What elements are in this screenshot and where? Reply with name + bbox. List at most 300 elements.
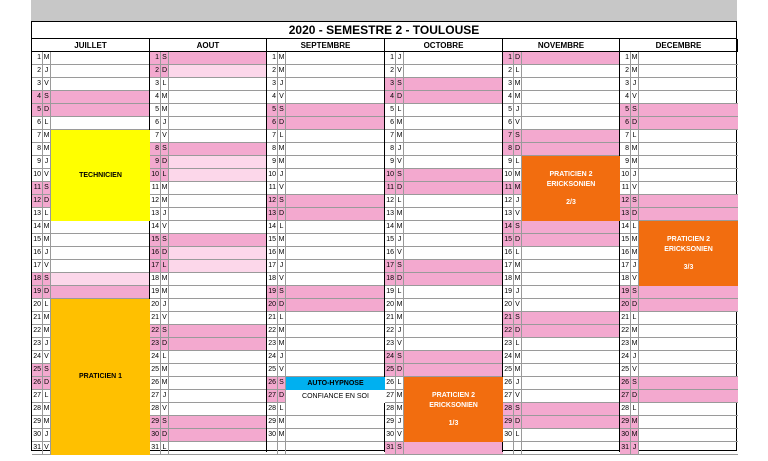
day-row[interactable] [267,91,385,104]
day-row[interactable] [503,299,620,312]
day-row[interactable] [150,143,267,156]
day-event-cell[interactable] [286,52,385,64]
day-event-cell[interactable] [169,117,267,129]
day-event-cell[interactable] [51,78,150,90]
day-row[interactable] [267,260,385,273]
day-event-cell[interactable] [286,130,385,142]
day-row[interactable] [620,338,738,351]
day-event-cell[interactable] [286,416,385,428]
day-row[interactable] [385,52,503,65]
day-row[interactable] [150,429,267,442]
day-row[interactable] [150,234,267,247]
day-row[interactable] [503,325,620,338]
day-row[interactable] [150,208,267,221]
day-event-cell[interactable] [639,104,738,116]
day-event-cell[interactable] [169,364,267,376]
day-row[interactable] [385,182,503,195]
day-row[interactable] [267,286,385,299]
day-row[interactable] [150,91,267,104]
day-row[interactable] [385,65,503,78]
day-event-cell[interactable] [169,442,267,454]
day-row[interactable] [503,377,620,390]
day-row[interactable] [150,182,267,195]
day-event-cell[interactable] [169,312,267,324]
day-event-cell[interactable] [522,260,620,272]
day-row[interactable] [620,364,738,377]
day-row[interactable] [503,117,620,130]
day-row[interactable] [267,442,385,455]
day-row[interactable] [267,429,385,442]
day-row[interactable] [620,195,738,208]
day-row[interactable] [150,221,267,234]
day-row[interactable] [385,442,503,455]
day-row[interactable] [267,117,385,130]
day-event-cell[interactable] [404,182,503,194]
day-event-cell[interactable] [286,182,385,194]
day-row[interactable] [150,117,267,130]
day-row[interactable] [32,247,150,260]
day-event-cell[interactable] [639,377,738,389]
day-row[interactable] [620,351,738,364]
day-event-cell[interactable] [404,338,503,350]
day-row[interactable] [620,52,738,65]
day-event-cell[interactable] [639,52,738,64]
day-row[interactable] [620,78,738,91]
day-event-cell[interactable] [404,234,503,246]
day-row[interactable] [32,260,150,273]
day-event-cell[interactable] [404,130,503,142]
day-event-cell[interactable] [404,325,503,337]
day-event-cell[interactable] [522,429,620,441]
day-event-cell[interactable] [522,351,620,363]
day-event-cell[interactable] [522,286,620,298]
day-event-cell[interactable] [639,442,738,454]
day-row[interactable] [385,143,503,156]
day-row[interactable] [385,169,503,182]
day-row[interactable] [503,364,620,377]
day-event-cell[interactable] [404,104,503,116]
day-row[interactable] [267,221,385,234]
day-row[interactable] [620,143,738,156]
day-event-cell[interactable] [169,390,267,402]
day-row[interactable] [267,338,385,351]
day-row[interactable] [267,364,385,377]
day-row[interactable] [620,91,738,104]
day-event-cell[interactable] [639,429,738,441]
day-event-cell[interactable] [169,260,267,272]
day-row[interactable] [503,390,620,403]
day-event-cell[interactable] [639,182,738,194]
day-row[interactable] [503,78,620,91]
day-row[interactable] [620,156,738,169]
day-row[interactable] [385,260,503,273]
day-row[interactable] [385,156,503,169]
day-event-cell[interactable] [169,325,267,337]
day-event-cell[interactable] [51,273,150,285]
day-row[interactable] [267,52,385,65]
day-event-cell[interactable] [286,78,385,90]
day-row[interactable] [267,130,385,143]
day-row[interactable] [503,286,620,299]
day-row[interactable] [267,169,385,182]
day-event-cell[interactable] [639,416,738,428]
day-row[interactable] [620,169,738,182]
day-event-cell[interactable] [169,403,267,415]
day-event-cell[interactable] [639,364,738,376]
day-row[interactable] [32,221,150,234]
day-event-cell[interactable] [286,234,385,246]
day-event-cell[interactable] [169,130,267,142]
day-event-cell[interactable] [404,65,503,77]
day-row[interactable] [503,65,620,78]
day-event-cell[interactable] [169,351,267,363]
day-row[interactable] [385,364,503,377]
day-row[interactable] [503,91,620,104]
day-event-cell[interactable] [286,65,385,77]
day-event-cell[interactable] [639,143,738,155]
day-event-cell[interactable] [286,195,385,207]
day-row[interactable] [150,286,267,299]
day-row[interactable] [32,234,150,247]
day-event-cell[interactable] [404,91,503,103]
day-event-cell[interactable] [404,117,503,129]
day-row[interactable] [385,286,503,299]
day-row[interactable] [267,351,385,364]
day-row[interactable] [150,390,267,403]
day-row[interactable] [267,325,385,338]
day-event-cell[interactable] [639,338,738,350]
day-row[interactable] [150,195,267,208]
day-event-cell[interactable] [51,234,150,246]
day-event-cell[interactable] [639,65,738,77]
day-event-cell[interactable] [169,182,267,194]
day-event-cell[interactable] [404,299,503,311]
day-row[interactable] [385,78,503,91]
day-row[interactable] [620,104,738,117]
day-event-cell[interactable] [522,91,620,103]
day-event-cell[interactable] [522,364,620,376]
day-row[interactable] [503,273,620,286]
day-event-cell[interactable] [404,195,503,207]
day-event-cell[interactable] [522,390,620,402]
day-event-cell[interactable] [286,403,385,415]
day-row[interactable] [150,364,267,377]
day-event-cell[interactable] [639,208,738,220]
day-row[interactable] [150,377,267,390]
day-row[interactable] [150,351,267,364]
day-row[interactable] [150,442,267,455]
day-event-cell[interactable] [522,416,620,428]
day-row[interactable] [620,130,738,143]
day-row[interactable] [32,273,150,286]
day-event-cell[interactable] [404,260,503,272]
day-row[interactable] [150,260,267,273]
day-event-cell[interactable] [169,52,267,64]
day-row[interactable] [385,351,503,364]
day-event-cell[interactable] [169,273,267,285]
day-row[interactable] [503,403,620,416]
day-row[interactable] [385,234,503,247]
day-event-cell[interactable] [522,325,620,337]
event-ericksonien-dec[interactable] [639,221,738,286]
day-event-cell[interactable] [522,273,620,285]
day-event-cell[interactable] [51,65,150,77]
day-row[interactable] [150,338,267,351]
day-event-cell[interactable] [169,143,267,155]
day-event-cell[interactable] [522,78,620,90]
day-event-cell[interactable] [522,299,620,311]
day-row[interactable] [32,91,150,104]
day-row[interactable] [32,117,150,130]
day-row[interactable] [150,169,267,182]
day-event-cell[interactable] [169,208,267,220]
day-event-cell[interactable] [286,429,385,441]
day-row[interactable] [503,52,620,65]
day-row[interactable] [150,299,267,312]
day-row[interactable] [150,52,267,65]
day-row[interactable] [503,130,620,143]
day-event-cell[interactable] [286,312,385,324]
day-event-cell[interactable] [51,104,150,116]
day-row[interactable] [503,104,620,117]
day-row[interactable] [385,117,503,130]
day-row[interactable] [503,143,620,156]
day-event-cell[interactable] [639,78,738,90]
day-row[interactable] [385,91,503,104]
day-row[interactable] [150,156,267,169]
day-event-cell[interactable] [639,130,738,142]
day-event-cell[interactable] [286,364,385,376]
day-row[interactable] [267,208,385,221]
day-event-cell[interactable] [286,299,385,311]
day-event-cell[interactable] [404,312,503,324]
day-row[interactable] [150,104,267,117]
day-event-cell[interactable] [404,78,503,90]
day-row[interactable] [620,429,738,442]
day-event-cell[interactable] [522,104,620,116]
day-row[interactable] [620,390,738,403]
day-event-cell[interactable] [286,351,385,363]
day-row[interactable] [150,130,267,143]
day-row[interactable] [150,325,267,338]
day-event-cell[interactable] [404,286,503,298]
day-row[interactable] [620,65,738,78]
day-event-cell[interactable] [639,91,738,103]
day-row[interactable] [620,377,738,390]
day-row[interactable] [32,52,150,65]
day-event-cell[interactable] [639,169,738,181]
day-event-cell[interactable] [169,221,267,233]
event-technicien[interactable] [51,130,150,221]
day-row[interactable] [503,312,620,325]
day-event-cell[interactable] [169,65,267,77]
day-event-cell[interactable] [404,351,503,363]
day-event-cell[interactable] [639,312,738,324]
day-event-cell[interactable] [404,208,503,220]
day-event-cell[interactable] [404,143,503,155]
day-row[interactable] [620,325,738,338]
day-event-cell[interactable] [522,117,620,129]
day-event-cell[interactable] [286,169,385,181]
day-event-cell[interactable] [169,156,267,168]
day-event-cell[interactable] [169,195,267,207]
day-event-cell[interactable] [404,273,503,285]
day-event-cell[interactable] [169,169,267,181]
day-row[interactable] [267,156,385,169]
day-event-cell[interactable] [286,156,385,168]
day-row[interactable] [385,273,503,286]
day-event-cell[interactable] [522,130,620,142]
day-event-cell[interactable] [169,247,267,259]
day-row[interactable] [620,299,738,312]
day-event-cell[interactable] [169,78,267,90]
day-event-cell[interactable] [286,442,385,454]
day-row[interactable] [267,65,385,78]
day-event-cell[interactable] [522,247,620,259]
day-event-cell[interactable] [404,52,503,64]
day-row[interactable] [32,286,150,299]
day-event-cell[interactable] [286,143,385,155]
day-event-cell[interactable] [639,351,738,363]
day-row[interactable] [267,247,385,260]
day-row[interactable] [267,416,385,429]
day-row[interactable] [267,195,385,208]
day-row[interactable] [385,208,503,221]
day-event-cell[interactable] [522,442,620,454]
day-row[interactable] [385,104,503,117]
event-hypnose[interactable] [286,377,385,403]
day-event-cell[interactable] [286,338,385,350]
day-event-cell[interactable] [286,325,385,337]
day-event-cell[interactable] [404,221,503,233]
day-event-cell[interactable] [522,52,620,64]
day-event-cell[interactable] [169,104,267,116]
day-event-cell[interactable] [286,273,385,285]
day-event-cell[interactable] [639,156,738,168]
day-row[interactable] [385,325,503,338]
day-event-cell[interactable] [522,234,620,246]
day-row[interactable] [620,403,738,416]
day-row[interactable] [150,247,267,260]
day-event-cell[interactable] [522,403,620,415]
day-event-cell[interactable] [51,117,150,129]
day-row[interactable] [620,208,738,221]
day-event-cell[interactable] [522,377,620,389]
event-ericksonien-nov[interactable] [522,156,620,221]
day-event-cell[interactable] [169,299,267,311]
day-row[interactable] [503,338,620,351]
day-event-cell[interactable] [522,143,620,155]
day-row[interactable] [267,143,385,156]
day-event-cell[interactable] [404,169,503,181]
day-row[interactable] [620,442,738,455]
day-event-cell[interactable] [169,234,267,246]
day-event-cell[interactable] [169,416,267,428]
day-row[interactable] [267,299,385,312]
day-event-cell[interactable] [51,286,150,298]
event-ericksonien-oct[interactable] [404,377,503,442]
day-row[interactable] [32,78,150,91]
day-event-cell[interactable] [522,65,620,77]
day-event-cell[interactable] [51,52,150,64]
day-row[interactable] [503,442,620,455]
day-row[interactable] [620,312,738,325]
day-row[interactable] [503,429,620,442]
day-event-cell[interactable] [404,156,503,168]
day-row[interactable] [385,221,503,234]
day-row[interactable] [150,416,267,429]
day-event-cell[interactable] [639,325,738,337]
day-event-cell[interactable] [404,247,503,259]
day-row[interactable] [620,117,738,130]
day-row[interactable] [385,299,503,312]
day-row[interactable] [503,234,620,247]
day-row[interactable] [267,78,385,91]
day-row[interactable] [620,286,738,299]
day-event-cell[interactable] [639,286,738,298]
day-row[interactable] [385,312,503,325]
day-row[interactable] [267,234,385,247]
day-row[interactable] [267,273,385,286]
day-event-cell[interactable] [51,91,150,103]
day-event-cell[interactable] [51,247,150,259]
day-row[interactable] [150,312,267,325]
day-event-cell[interactable] [286,286,385,298]
day-row[interactable] [32,65,150,78]
day-row[interactable] [503,221,620,234]
day-event-cell[interactable] [169,338,267,350]
day-event-cell[interactable] [639,117,738,129]
day-event-cell[interactable] [169,91,267,103]
event-praticien1[interactable] [51,299,150,455]
day-row[interactable] [385,247,503,260]
day-event-cell[interactable] [169,286,267,298]
day-row[interactable] [267,312,385,325]
day-event-cell[interactable] [51,221,150,233]
day-row[interactable] [385,195,503,208]
day-event-cell[interactable] [522,221,620,233]
day-event-cell[interactable] [286,117,385,129]
day-event-cell[interactable] [169,377,267,389]
day-row[interactable] [150,65,267,78]
day-event-cell[interactable] [286,104,385,116]
day-event-cell[interactable] [286,260,385,272]
day-row[interactable] [150,403,267,416]
day-event-cell[interactable] [286,221,385,233]
day-event-cell[interactable] [169,429,267,441]
day-row[interactable] [150,78,267,91]
day-event-cell[interactable] [639,403,738,415]
day-row[interactable] [385,338,503,351]
day-event-cell[interactable] [522,312,620,324]
day-row[interactable] [32,104,150,117]
day-row[interactable] [503,416,620,429]
day-event-cell[interactable] [639,299,738,311]
day-row[interactable] [620,182,738,195]
day-row[interactable] [385,130,503,143]
day-event-cell[interactable] [51,260,150,272]
day-event-cell[interactable] [639,195,738,207]
day-row[interactable] [267,403,385,416]
day-row[interactable] [150,273,267,286]
day-row[interactable] [267,104,385,117]
day-event-cell[interactable] [404,364,503,376]
day-row[interactable] [503,351,620,364]
day-row[interactable] [267,182,385,195]
day-event-cell[interactable] [522,338,620,350]
day-row[interactable] [620,416,738,429]
day-event-cell[interactable] [639,390,738,402]
